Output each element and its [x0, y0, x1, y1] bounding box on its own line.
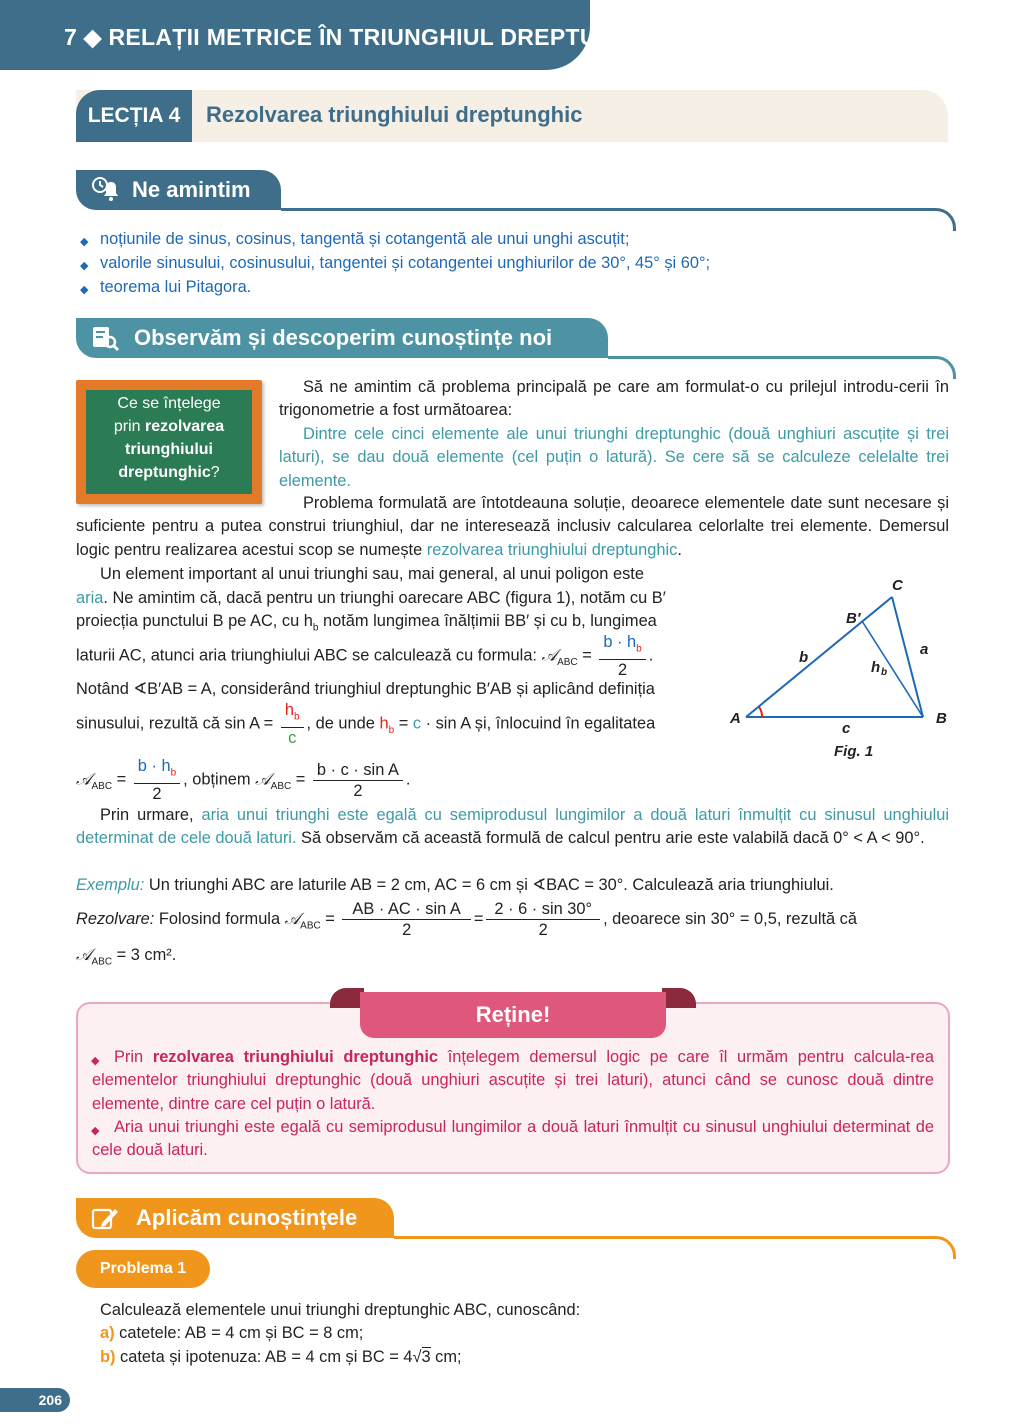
frac-num: AB · AC · sin A — [342, 899, 470, 920]
label-hb: h — [871, 659, 881, 676]
retine-text: înțelegem demersul logic pe care îl urmăm pentru calcula-rea elementelor triunghiului dreptunghic (două unghiuri ascuțite și trei laturi), atunci când se cunosc două dintre elemente, dintre care cel puțin o latură. — [92, 1048, 934, 1113]
solution-text: Folosind formula — [158, 910, 281, 928]
fraction-sin — [281, 700, 304, 748]
p5-text: · sin A și, înlocuind în egalitatea — [425, 714, 656, 733]
retine-title: Reține! — [360, 992, 666, 1038]
p3-line-2 — [76, 587, 716, 610]
p3-line-4: laturii AC, atunci aria triunghiului ABC se calculează cu formula: 𝒜$_{ABC}$ = $\frac{b \cdot h_b}{2}$ . — [76, 633, 654, 680]
bullet-diamond: ◆ — [80, 284, 89, 296]
subscript: b — [388, 724, 395, 736]
hb-symbol: h — [379, 714, 389, 733]
frac-den: 2 — [538, 921, 548, 940]
example — [76, 874, 949, 897]
area-symbol: 𝒜 — [76, 770, 92, 789]
sqrt-sign: √ — [412, 1348, 422, 1366]
solution — [76, 896, 949, 949]
board-text-part: ? — [210, 464, 220, 481]
board-line-2 — [86, 415, 252, 438]
label-b-vertex: B — [936, 710, 947, 727]
blackboard-question — [86, 392, 252, 484]
lesson-title: Rezolvarea triunghiului dreptunghic — [206, 102, 583, 127]
page-number: 206 — [0, 1388, 70, 1412]
aplicam-tab — [76, 1198, 394, 1238]
retine-item-2 — [92, 1116, 934, 1163]
area-symbol: 𝒜 — [284, 910, 301, 928]
fraction-area — [134, 756, 180, 804]
p3-text: laturii AC, atunci aria triunghiului ABC se calculează cu formula: — [76, 646, 537, 665]
subscript: ABC — [300, 920, 321, 932]
c-symbol: c — [412, 714, 422, 733]
area-symbol: 𝒜 — [541, 646, 558, 665]
observam-tab — [76, 318, 608, 358]
p5 — [76, 700, 726, 753]
part-b-text: cateta și ipotenuza: AB = 4 cm și BC = 4 — [115, 1348, 413, 1366]
p2-text: Problema formulată are întotdeauna soluție, deoarece elementele date sunt necesare și suficiente pentru a putea construi triunghiul, dar ne interesează inclusiv calcularea celorlalte trei elemente. Demersul logic pentru realizarea acestui scop se numește — [76, 494, 949, 559]
aplicam-title: Aplicăm cunoștințele — [136, 1205, 358, 1230]
recall-item-1: noțiunile de sinus, cosinus, tangentă și cotangentă ale unui unghi ascuțit; — [100, 230, 630, 248]
frac-den: c — [288, 729, 297, 748]
example-label: Exemplu: — [76, 876, 145, 894]
part-b-label: b) — [100, 1348, 116, 1366]
retine-item-1 — [92, 1046, 934, 1116]
retine-text: Prin — [114, 1048, 153, 1066]
p3-line-1: Un element important al unui triunghi sau, mai general, al unui poligon este — [100, 565, 644, 583]
subscript: b — [293, 711, 300, 723]
p7-text: Să observăm că această formulă de calcul pentru arie este valabilă dacă 0° < A < 90°. — [296, 829, 925, 848]
bullet-diamond: ◆ — [80, 260, 89, 272]
fraction-sol-1 — [342, 899, 470, 940]
book-magnifier-icon — [90, 323, 120, 353]
paragraph-solution-exists — [76, 492, 949, 562]
label-b-prime: B′ — [846, 610, 861, 627]
label-c-vertex: C — [892, 577, 903, 594]
pencil-icon — [90, 1203, 120, 1233]
aplicam-rule — [394, 1236, 956, 1259]
p6-text: , obținem — [183, 770, 251, 789]
frac-den: 2 — [152, 785, 162, 804]
p3-text: proiecția punctului B pe AC, cu h — [76, 612, 313, 630]
label-hb-sub: b — [881, 667, 888, 678]
bullet-diamond: ◆ — [91, 1055, 100, 1067]
bullet-diamond: ◆ — [80, 236, 89, 248]
subscript: ABC — [557, 656, 578, 668]
solution-text: , deoarece sin 30° = 0,5, rezultă că — [603, 910, 857, 928]
area-symbol: 𝒜 — [76, 946, 92, 964]
frac-den: 2 — [402, 921, 412, 940]
equals: = — [325, 910, 335, 928]
board-bold-part: dreptunghic — [118, 464, 211, 481]
bell-icon — [90, 175, 120, 205]
equals: = — [116, 770, 127, 789]
board-line-4 — [86, 461, 252, 484]
frac-num: b · c · sin A — [313, 760, 403, 781]
subscript: b — [636, 643, 642, 655]
p5-text: sinusului, rezultă că sin A = — [76, 714, 274, 733]
frac-num: 2 · 6 · sin 30° — [486, 899, 600, 920]
board-bold-part: rezolvarea — [144, 418, 225, 435]
recall-item-2: valorile sinusului, cosinusului, tangentei și cotangentei unghiurilor de 30°, 45° și 60°; — [100, 254, 711, 272]
p3-text: notăm lungimea înălțimii BB′ și cu b, lungimea — [318, 612, 657, 630]
fraction-sol-2 — [486, 899, 600, 940]
sqrt-value: 3 — [421, 1348, 431, 1366]
recall-item-3: teorema lui Pitagora. — [100, 278, 252, 296]
paragraph-quote: Dintre cele cinci elemente ale unui triunghi dreptunghic (două unghiuri ascuțite și trei laturi), se dau două elemente (cel puțin o latură). Se cere să se calculeze celelalte trei elemente. — [279, 425, 949, 490]
figure-caption: Fig. 1 — [834, 743, 874, 760]
paragraph-conclusion — [76, 804, 949, 851]
subscript: b — [170, 767, 177, 779]
p2-end: . — [677, 540, 682, 559]
equals: = — [582, 646, 592, 665]
p6: 𝒜$_{ABC}$ = $\frac{b \cdot h_b}{2}$ , obținem 𝒜$_{ABC}$ = $\frac{\text{b · c · sin A}}{2}$ . — [76, 757, 411, 804]
ne-amintim-tab — [76, 170, 281, 210]
part-a-label: a) — [100, 1324, 115, 1342]
problem-label: Problema 1 — [76, 1250, 210, 1288]
p7-highlight: aria unui triunghi este egală cu semiprodusul lungimilor a două laturi înmulțit cu sinusul unghiului determinat de cele două laturi. — [76, 806, 949, 848]
lesson-tag: LECȚIA 4 — [76, 90, 192, 142]
p3-text: . Ne amintim că, dacă pentru un triunghi oarecare ABC (figura 1), notăm cu B′ — [103, 589, 666, 607]
chapter-title: 7 ◆ RELAȚII METRICE ÎN TRIUNGHIUL DREPTUNGHIC — [64, 24, 673, 50]
p4: Notând ∢B′AB = A, considerând triunghiul dreptunghic B′AB și aplicând definiția — [76, 680, 655, 698]
subscript: b — [312, 622, 319, 634]
p7-text: Prin urmare, — [100, 806, 202, 824]
board-line-3: triunghiului — [125, 441, 213, 458]
ribbon-left — [330, 988, 364, 1008]
p2-highlight: rezolvarea triunghiului dreptunghic — [426, 540, 678, 559]
retine-bold: rezolvarea triunghiului dreptunghic — [152, 1048, 439, 1066]
label-side-c: c — [842, 720, 851, 737]
frac-num — [599, 632, 645, 660]
angle-a-mark — [759, 707, 762, 717]
problem-part-b — [100, 1346, 462, 1369]
equals: = — [295, 770, 306, 789]
frac-den: 2 — [353, 781, 363, 800]
fraction-area — [599, 632, 645, 680]
equals: = — [398, 714, 409, 733]
retine-text: Aria unui triunghi este egală cu semiprodusul lungimilor a două laturi înmulțit cu sinusul unghiului determinat de cele două laturi. — [92, 1118, 934, 1160]
p5-text: , de unde — [306, 714, 375, 733]
example-text: Un triunghi ABC are laturile AB = 2 cm, AC = 6 cm și ∢BAC = 30°. Calculează aria triunghiului. — [144, 876, 834, 894]
subscript: ABC — [270, 780, 292, 792]
frac-num-text: b · h — [603, 633, 637, 651]
ribbon-right — [662, 988, 696, 1008]
subscript: ABC — [91, 780, 113, 792]
ne-amintim-title: Ne amintim — [132, 177, 251, 202]
observam-title: Observăm și descoperim cunoștințe noi — [134, 325, 553, 350]
problem-intro: Calculează elementele unui triunghi dreptunghic ABC, cunoscând: — [100, 1301, 581, 1319]
label-side-b: b — [799, 649, 809, 666]
frac-num — [281, 700, 304, 728]
side-a — [892, 597, 923, 717]
frac-num — [134, 756, 180, 784]
area-symbol: 𝒜 — [255, 770, 271, 789]
fraction-area-sin — [313, 760, 403, 801]
result-text: = 3 cm². — [116, 946, 177, 964]
board-text-part: prin — [113, 418, 145, 435]
side-b — [746, 597, 892, 717]
frac-num-text: h — [284, 701, 294, 719]
equals: = — [473, 910, 484, 928]
label-side-a: a — [920, 641, 929, 658]
problem-part-a — [100, 1322, 363, 1345]
p3-aria: aria — [76, 589, 104, 607]
part-b-end: cm; — [430, 1348, 462, 1366]
bullet-diamond: ◆ — [91, 1125, 100, 1137]
solution-result — [76, 944, 176, 974]
frac-den: 2 — [617, 661, 628, 680]
part-a-text: catetele: AB = 4 cm și BC = 8 cm; — [114, 1324, 364, 1342]
paragraph-intro: Să ne amintim că problema principală pe care am formulat-o cu prilejul introdu-cerii în trigonometrie a fost următoarea: — [279, 378, 949, 420]
board-line-1: Ce se înțelege — [117, 395, 221, 412]
frac-num-text: b · h — [137, 757, 171, 775]
figure-triangle — [726, 576, 956, 766]
subscript: ABC — [91, 956, 113, 968]
label-a-vertex: A — [730, 710, 741, 727]
solution-label: Rezolvare: — [76, 910, 155, 928]
